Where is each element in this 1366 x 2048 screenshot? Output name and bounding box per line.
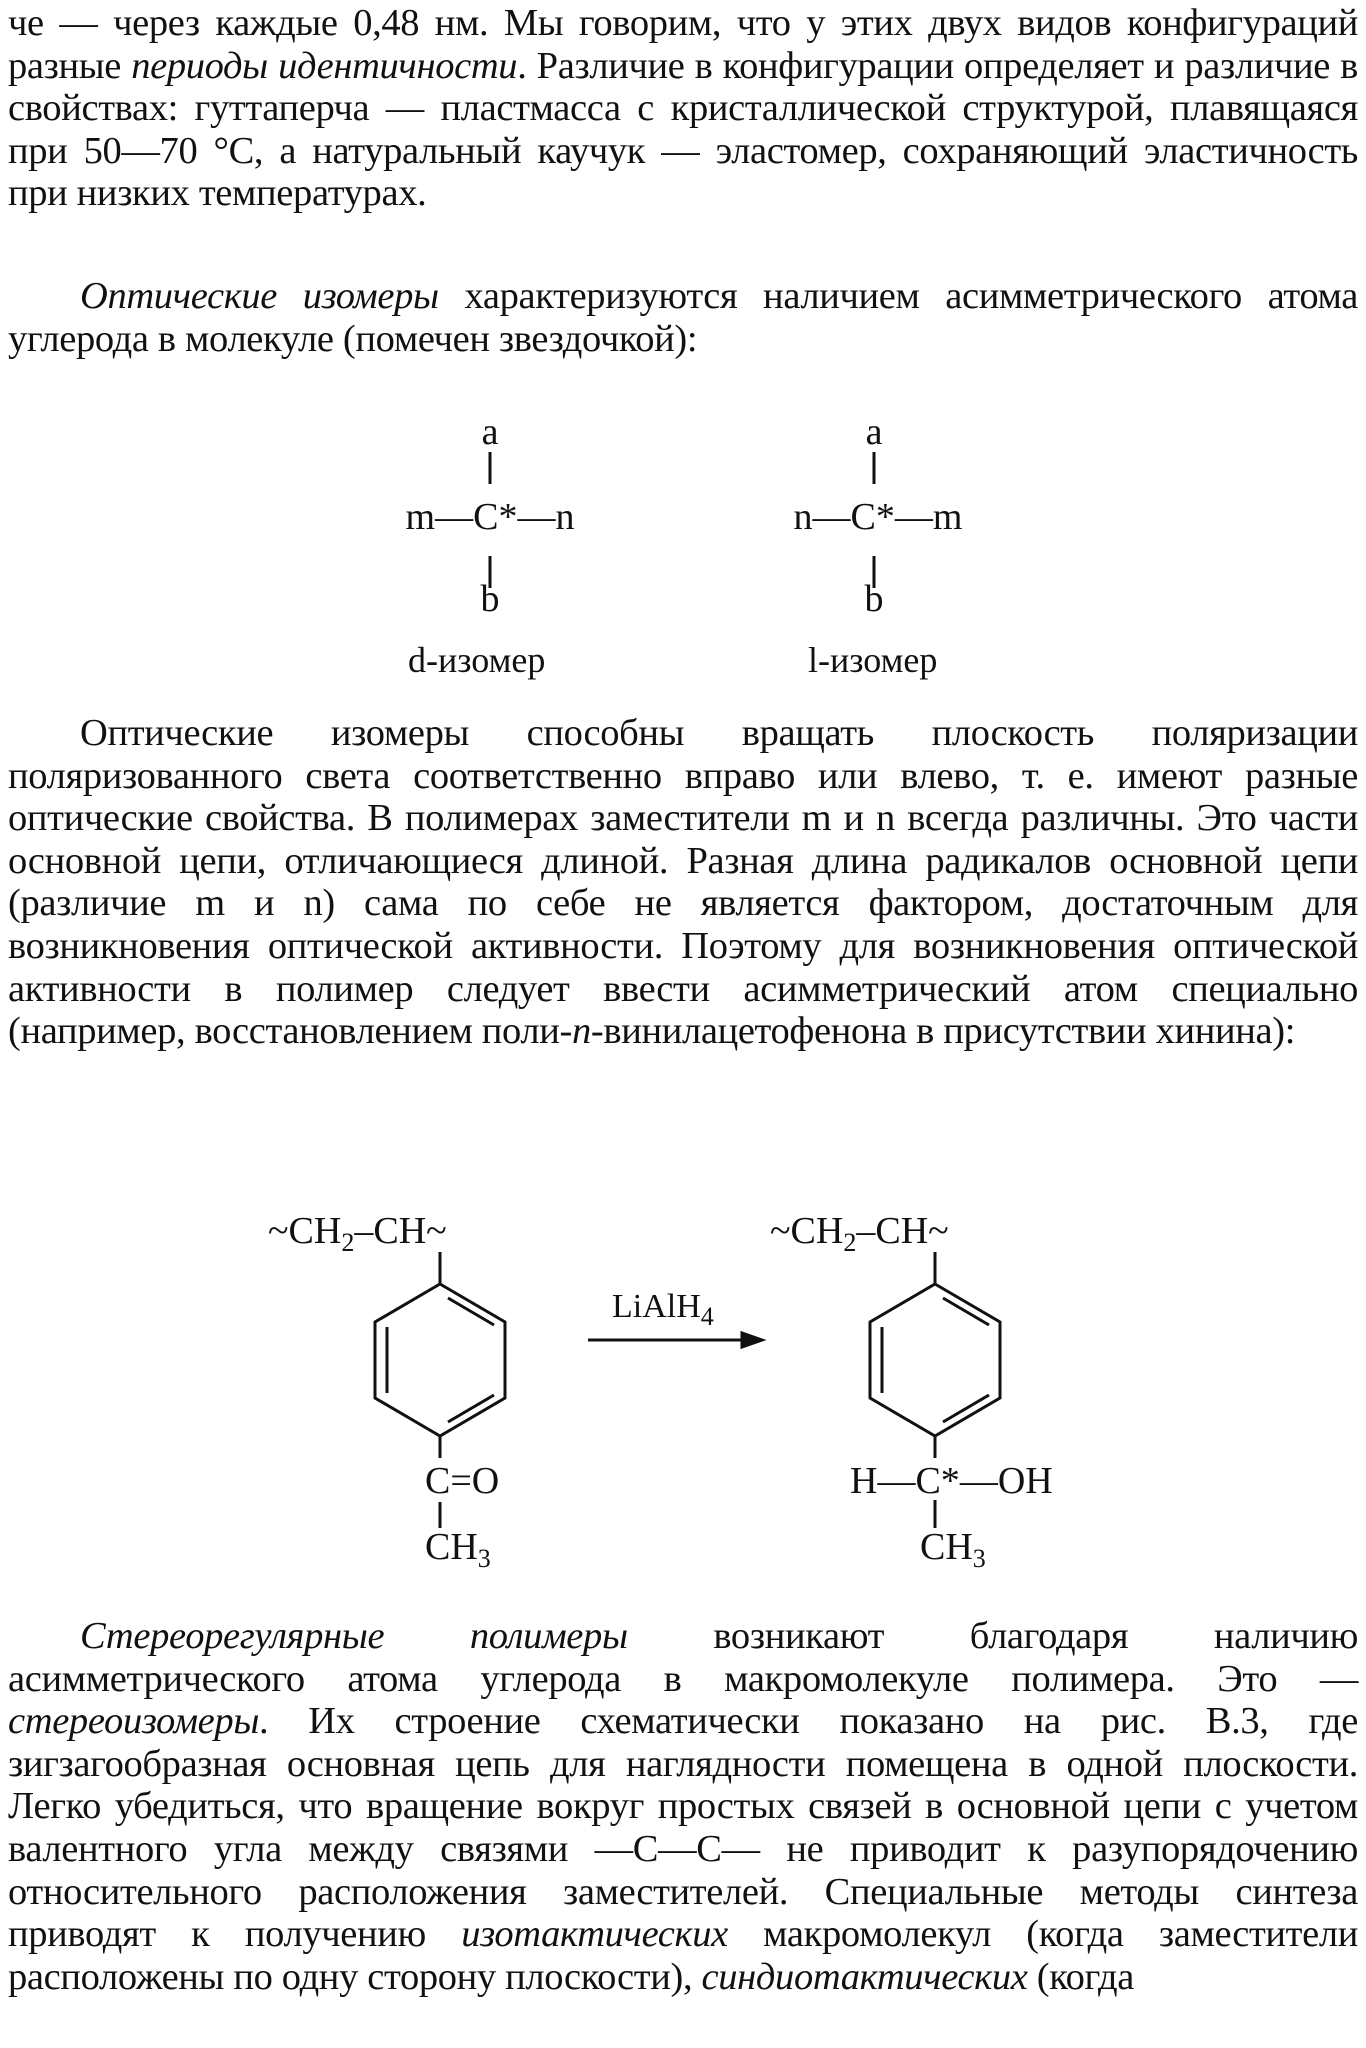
product-oh: —OH — [959, 1460, 1053, 1502]
l-isomer-left: n — [793, 496, 813, 538]
d-isomer-center-row: m—C*—n — [405, 496, 575, 538]
product-center-row — [850, 1462, 1053, 1500]
para3-text-a: Оптические изомеры способны вращать плоскость поляризации поляризованного света соответственно вправо или влево, т. е. имеют разные оптические свойства. В полимерах заместители m и n всегда различны. Это части основной цепи, отличающиеся длиной. Разная длина радикалов основной цепи (различие m и n) сама по себе не является фактором, достаточным для возникновения оптической активности. Поэтому для возникновения оптической активности в полимер следует ввести асимметрический атом специально (например, восстановлением поли- — [8, 712, 1358, 1053]
reaction-reagent: LiAlH$_4$ — [612, 1288, 714, 1331]
term-isotactic: изотактических — [461, 1913, 728, 1956]
para-prefix-n: n — [572, 1010, 591, 1053]
para2-text: характеризуются наличием асимметрического атома углерода в молекуле (помечен звездочкой): — [8, 275, 1359, 360]
d-isomer-left: m — [405, 496, 436, 538]
paragraph-stereoregular-polymers: Стереорегулярные полимеры возникают благодаря наличию асимметрического атома углерода в макромолекуле полимера. Это — стереоизомеры. Их строение схематически показано на рис. В.3, где зигзагообразная основная цепь для наглядности помещена в одной плоскости. Легко убедиться, что вращение вокруг простых связей в основной цепи с учетом валентного угла между связями —С—С— не приводит к разупорядочению относительного расположения заместителей. Специальные методы синтеза приводят к получению изотактических макромолекул (когда заместители расположены по одну сторону плоскости), синдиотактических (когда — [8, 1615, 1359, 1998]
l-isomer-top: a — [865, 411, 883, 453]
reactant-chain: $\sim CH_2-CH\sim$ — [268, 1210, 447, 1257]
para1-text-b: . Различие в конфигурации определяет и различие в свойствах: гуттаперча — пластмасса с кристаллической структурой, плавящаяся при 50—70 °С, а натуральный каучук — эластомер, сохраняющий эластичность при низких температурах. — [8, 44, 1359, 215]
product-benzene-ring — [870, 1284, 1000, 1436]
para1-text-a: че — через каждые 0,48 нм. Мы говорим, что у этих двух видов конфигураций разные — [8, 2, 1358, 87]
reactant-methyl: $CH_3$ — [425, 1526, 491, 1573]
reactant-carbonyl: C=O — [425, 1460, 500, 1502]
term-optical-isomers: Оптические изомеры — [80, 275, 439, 317]
l-isomer-bottom: b — [864, 578, 884, 620]
term-identity-period: периоды идентичности — [131, 44, 518, 87]
l-isomer-right: m — [932, 496, 963, 538]
l-isomer-center: C* — [850, 496, 895, 538]
d-isomer-caption: d-изомер — [408, 640, 546, 680]
product-methyl: $CH_3$ — [920, 1526, 986, 1573]
para3-text-b: -винилацетофенона в присутствии хинина): — [590, 1010, 1296, 1053]
product-center: C* — [915, 1460, 960, 1502]
d-isomer-right: n — [555, 496, 575, 538]
d-isomer-bottom: b — [480, 578, 500, 620]
d-isomer-top: a — [481, 411, 499, 453]
term-stereoregular-polymers: Стереорегулярные полимеры — [80, 1615, 628, 1657]
term-stereoisomers: стереоизомеры — [8, 1700, 260, 1743]
product-chain: $\sim CH_2-CH\sim$ — [770, 1210, 949, 1257]
reactant-benzene-ring — [375, 1284, 505, 1436]
l-isomer-caption: l-изомер — [808, 640, 938, 680]
reaction-arrow-head — [742, 1333, 762, 1347]
d-isomer-center: C* — [473, 496, 518, 538]
product-h: H— — [850, 1460, 916, 1502]
l-isomer-center-row: n—C*—m — [793, 496, 963, 538]
term-syndiotactic: синдиотактических — [701, 1955, 1028, 1998]
